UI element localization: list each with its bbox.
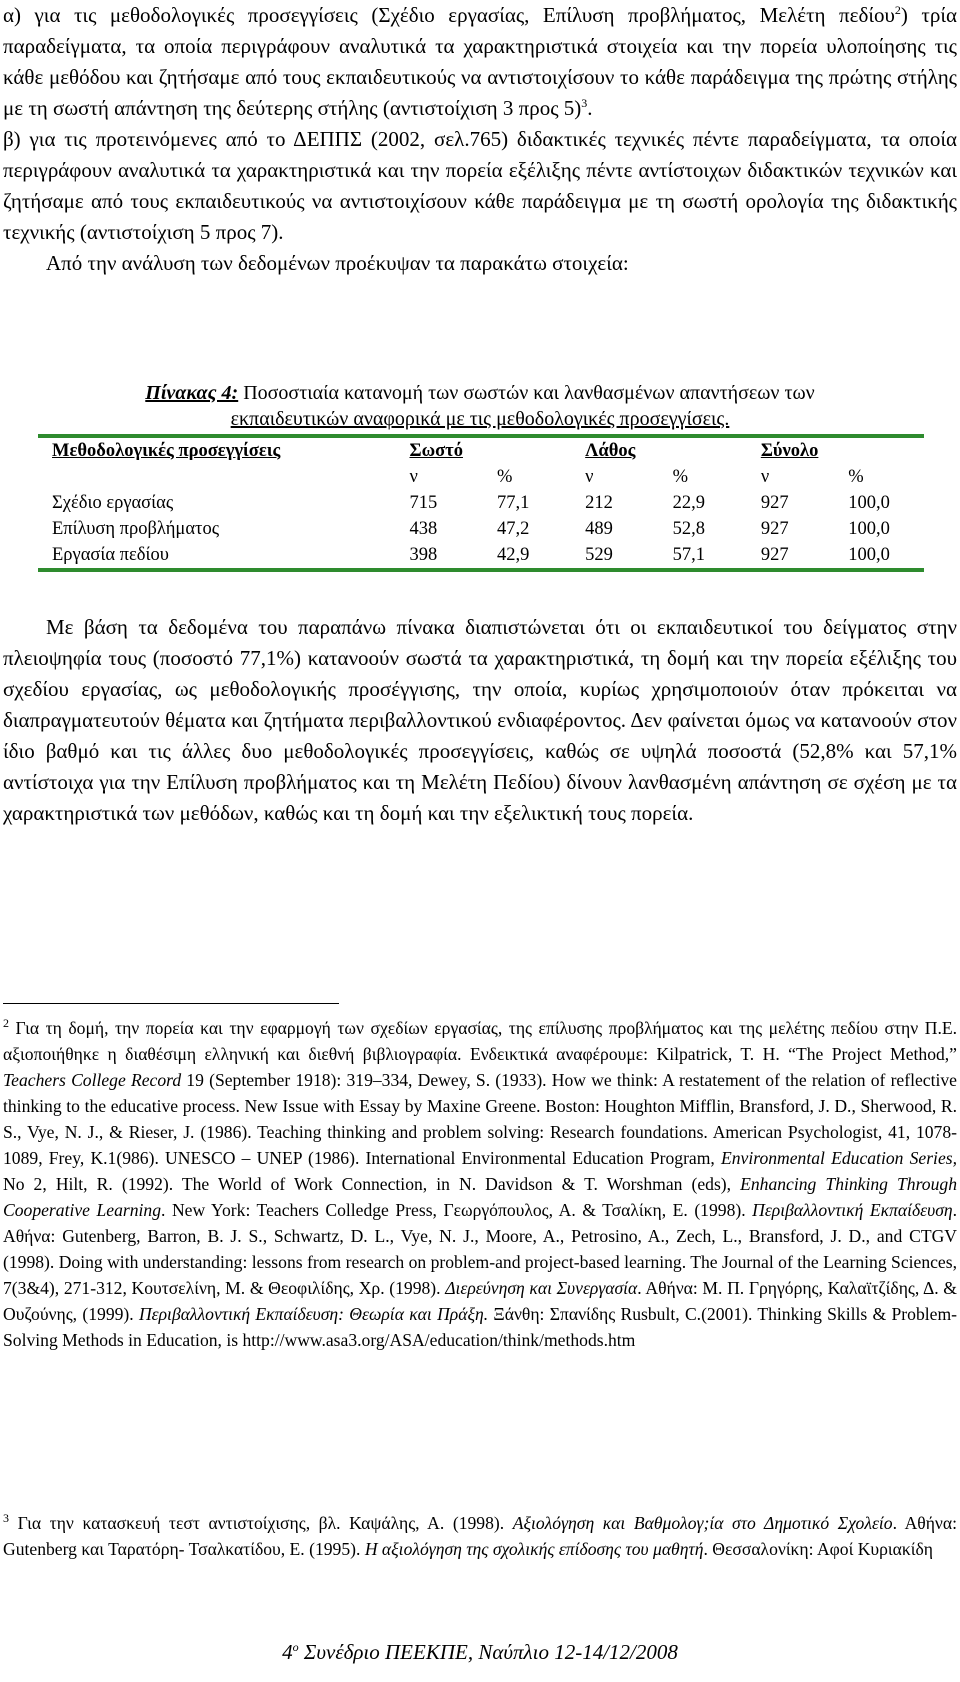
paragraph-conclusion: Με βάση τα δεδομένα του παραπάνω πίνακα διαπιστώνεται ότι οι εκπαιδευτικοί του δείγματος στην πλειοψηφία τους (ποσοστό 77,1%) κατανοούν σωστά τα χαρακτηριστικά, τη δομή και την πορεία εξέλιξης του σχεδίου εργασίας, ως μεθοδολογικής προσέγγισης, την οποία, κυρίως χρησιμοποιούν όταν πρόκειται να διαπραγματευτούν θέματα και ζητήματα περιβαλλοντικού ενδιαφέροντος. Δεν φαίνεται όμως να κατανοούν στον ίδιο βαθμό και τις άλλες δυο μεθοδολογικές προσεγγίσεις, καθώς σε υψηλά ποσοστά (52,8% και 57,1% αντίστοιχα για την Επίλυση προβλήματος και τη Μελέτη Πεδίου) δίνουν λανθασμένη απάντηση σε σχέση με τα χαρακτηριστικά των μεθόδων, καθώς και τη δομή και την εξελικτική τους πορεία. bbox=[3, 615, 957, 825]
subheader-n: ν bbox=[409, 466, 418, 487]
paragraph-a: α) για τις μεθοδολογικές προσεγγίσεις (Σχέδιο εργασίας, Επίλυση προβλήματος, Μελέτη πεδίου$^2$) τρία παραδείγματα, τα οποία περιγράφουν αναλυτικά τα χαρακτηριστικά στοιχεία και την πορεία υλοποίησης τις κάθε μεθόδου και ζητήσαμε από τους εκπαιδευτικούς να αντιστοιχίσουν το κάθε παράδειγμα της πρώτης στήλης με τη σωστή απάντηση της δεύτερης στήλης (αντιστοίχιση 3 προς 5)$^3$. bbox=[3, 3, 957, 120]
footnote-number: 3 bbox=[3, 1511, 9, 1526]
page-footer: $4^o$ Συνέδριο ΠΕΕΚΠΕ, Ναύπλιο 12-14/12/2008 bbox=[282, 1640, 678, 1664]
subheader-n: ν bbox=[760, 466, 770, 487]
table-caption bbox=[40, 380, 920, 432]
header-correct: Σωστό bbox=[409, 440, 463, 461]
footnote-number: 2 bbox=[3, 1016, 9, 1031]
subheader-pct: % bbox=[496, 466, 513, 487]
footnote-ref-2[interactable]: 2 bbox=[894, 3, 901, 17]
table-row: Εργασία πεδίου 398 42,9 529 57,1 927 100,0 bbox=[52, 544, 890, 565]
table-subheader-row bbox=[38, 464, 924, 490]
footnote-2: $^2$ Για τη δομή, την πορεία και την εφαρμογή των σχεδίων εργασίας, της επίλυσης προβλήματος και της μελέτης πεδίου στην Π.Ε. αξιοποιήθηκε η διαθέσιμη ελληνική και διεθνή βιβλιογραφία. Ενδεικτικά αναφέρουμε: Kilpatrick, T. H. “The Project Method,” Teachers College Record 19 (September 1918): 319–334, Dewey, S. (1933). How we think: A restatement of the relation of reflective thinking to the educative process. New Issue with Essay by Maxine Greene. Boston: Houghton Mifflin, Bransford, J. D., Sherwood, R. S., Vye, N. J., & Rieser, J. (1986). Teaching thinking and problem solving: Research foundations. American Psychologist, 41, 1078-1089, Frey, K.1(986). UNESCO – UNEP (1986). International Environmental Education Program, Environmental Education Series, No 2, Hilt, R. (1992). The World of Work Connection, in N. Davidson & T. Worshman (eds), Enhancing Thinking Through Cooperative Learning. New York: Teachers Colledge Press, Γεωργόπουλος, Α. & Τσαλίκη, Ε. (1998). Περιβαλλοντική Εκπαίδευση. Αθήνα: Gutenberg, Barron, B. J. S., Schwartz, D. L., Vye, N. J., Moore, A., Petrosino, A., Zech, L., Bransford, J. D., and CTGV (1998). Doing with understanding: lessons from research on problem-and project-based learning. The Journal of the Learning Sciences, 7(3&4), 271-312, Κουτσελίνη, Μ. & Θεοφιλίδης, Χρ. (1998). Διερεύνηση και Συνεργασία. Αθήνα: Μ. Π. Γρηγόρης, Καλαϊτζίδης, Δ. & Ουζούνης, (1999). Περιβαλλοντική Εκπαίδευση: Θεωρία και Πράξη. Ξάνθη: Σπανίδης Rusbult, C.(2001). Thinking Skills & Problem-Solving Methods in Education, is http://www.asa3.org/ASA/education/think/methods.htm bbox=[3, 1016, 958, 1350]
table-row: Σχέδιο εργασίας 715 77,1 212 22,9 927 100,0 bbox=[52, 492, 890, 513]
methods-list bbox=[3, 0, 957, 279]
subheader-pct: % bbox=[672, 466, 689, 487]
footnote-ref-3[interactable]: 3 bbox=[581, 96, 588, 110]
subheader-n: ν bbox=[585, 466, 594, 487]
table-caption-label: Πίνακας 4: bbox=[145, 382, 239, 404]
header-approaches: Μεθοδολογικές προσεγγίσεις bbox=[52, 440, 281, 461]
table-header-row bbox=[38, 438, 924, 464]
results-table bbox=[38, 434, 924, 572]
table-row: Επίλυση προβλήματος 438 47,2 489 52,8 927 100,0 bbox=[52, 518, 890, 539]
header-wrong: Λάθος bbox=[585, 440, 636, 461]
subheader-pct: % bbox=[848, 466, 864, 487]
paragraph-intro: Από την ανάλυση των δεδομένων προέκυψαν τα παρακάτω στοιχεία: bbox=[46, 251, 629, 275]
header-total: Σύνολο bbox=[760, 440, 819, 461]
table-caption-line1: Ποσοστιαία κατανομή των σωστών και λανθασμένων απαντήσεων των bbox=[243, 382, 815, 404]
methods-link[interactable]: Ξάνθη: Σπανίδης Rusbult, C.(2001). Thinking Skills & Problem-Solving Methods in Education, is http://www.asa3.org/ASA/education/think/methods.htm bbox=[3, 1304, 957, 1350]
table-bottom-rule bbox=[38, 568, 924, 572]
conclusion-block bbox=[3, 612, 957, 829]
footnote-separator bbox=[3, 1003, 339, 1004]
paragraph-b: β) για τις προτεινόμενες από το ΔΕΠΠΣ (2002, σελ.765) διδακτικές τεχνικές πέντε παραδείγματα, τα οποία περιγράφουν αναλυτικά τα χαρακτηριστικά και την πορεία εξέλιξης πέντε αντίστοιχων διδακτικών τεχνικών και ζητήσαμε από τους εκπαιδευτικούς να αντιστοιχίσουν κάθε παράδειγμα με τη σωστή ορολογία της διδακτικής τεχνικής (αντιστοίχιση 5 προς 7). bbox=[3, 127, 957, 244]
footnote-3: $^3$ Για την κατασκευή τεστ αντιστοίχισης, βλ. Καψάλης, Α. (1998). Αξιολόγηση και Βαθμολογ;ία στο Δημοτικό Σχολείο. Αθήνα: Gutenberg και Ταρατόρη- Τσαλκατίδου, Ε. (1995). Η αξιολόγηση της σχολικής επίδοσης του μαθητή. Θεσσαλονίκη: Αφοί Κυριακίδη bbox=[3, 1511, 957, 1559]
table-caption-line2: εκπαιδευτικών αναφορικά με τις μεθοδολογικές προσεγγίσεις. bbox=[230, 408, 730, 430]
